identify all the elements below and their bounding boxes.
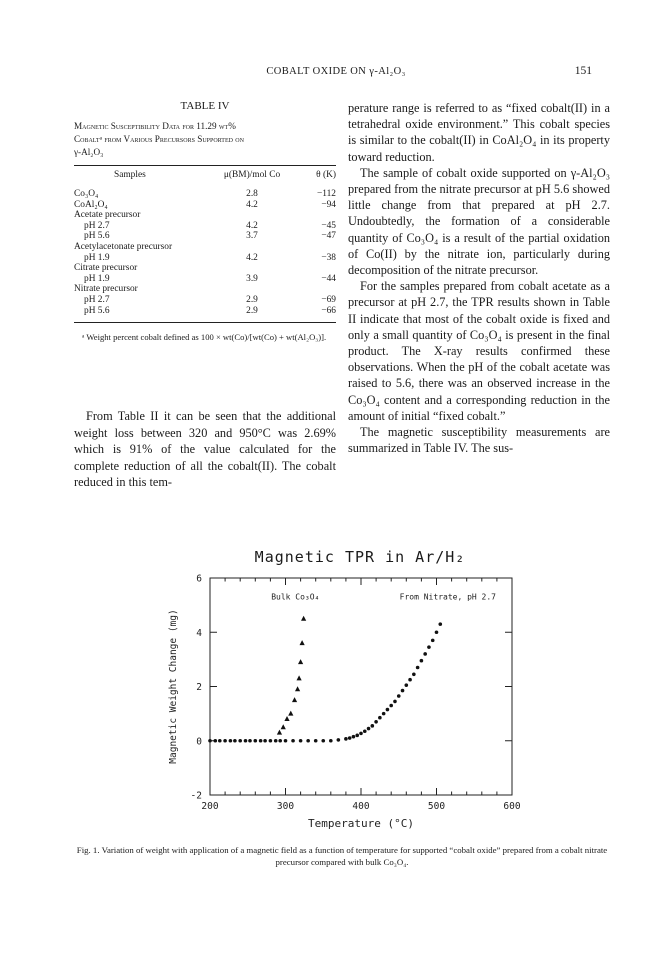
table-row [74, 231, 336, 242]
nitrate-point [248, 739, 252, 743]
right-paragraph-4: The magnetic susceptibility measurements are summarized in Table IV. The sus- [348, 425, 610, 456]
table-bottom-rule [74, 322, 336, 323]
nitrate-point [401, 689, 405, 693]
bulk-co3o4-point [277, 730, 282, 735]
nitrate-point [367, 727, 371, 731]
bulk-co3o4-point [284, 716, 289, 721]
table-row [74, 210, 336, 221]
table-row [74, 242, 336, 253]
nitrate-point [359, 732, 363, 736]
x-axis-label: Temperature (°C) [308, 817, 414, 830]
bulk-co3o4-point [300, 640, 305, 645]
cell-mu [206, 263, 298, 274]
x-tick-label: 300 [276, 801, 295, 812]
cell-sample: Nitrate precursor [74, 284, 138, 295]
nitrate-point [431, 639, 435, 643]
cell-sample: Acetate precursor [74, 210, 141, 221]
nitrate-point [223, 739, 227, 743]
nitrate-point [416, 666, 420, 670]
nitrate-point [405, 683, 409, 687]
cell-mu [206, 242, 298, 253]
y-tick-label: 2 [196, 682, 202, 693]
table-label: TABLE IV [180, 100, 230, 112]
cell-sample: CoAl₂O₄ [74, 199, 108, 210]
nitrate-point [291, 739, 295, 743]
table-row [74, 306, 336, 323]
table-row [74, 274, 336, 285]
bulk-co3o4-point [296, 675, 301, 680]
nitrate-point [233, 739, 237, 743]
table-row [74, 184, 336, 200]
cell-sample: Citrate precursor [74, 263, 138, 274]
table-row [74, 200, 336, 211]
magnetic-susceptibility-table [74, 166, 336, 322]
cell-mu [206, 284, 298, 295]
series-label-bulk: Bulk Co₃O₄ [271, 592, 320, 602]
cell-mu: 2.9 [246, 294, 258, 305]
nitrate-point [348, 736, 352, 740]
nitrate-point [355, 734, 359, 738]
cell-mu: 4.2 [246, 220, 258, 231]
bulk-co3o4-point [301, 616, 306, 621]
nitrate-point [423, 652, 427, 656]
nitrate-point [238, 739, 242, 743]
right-body-text [348, 100, 610, 456]
table-header-row [74, 166, 336, 184]
cell-mu: 3.9 [246, 273, 258, 284]
nitrate-point [314, 739, 318, 743]
nitrate-point [363, 729, 367, 733]
table-iv-block [74, 100, 336, 343]
cell-sample: Co₃O₄ [74, 189, 99, 199]
nitrate-point [263, 739, 267, 743]
nitrate-point [337, 738, 341, 742]
cell-theta: −47 [321, 231, 336, 242]
bulk-co3o4-point [292, 697, 297, 702]
cell-theta [298, 263, 336, 274]
bulk-co3o4-point [295, 686, 300, 691]
page-number: 151 [574, 65, 592, 77]
nitrate-point [254, 739, 258, 743]
nitrate-point [386, 708, 390, 712]
bulk-co3o4-point [281, 724, 286, 729]
right-paragraph-1: perature range is referred to as “fixed cobalt(II) in a tetrahedral oxide environment.” This cobalt species is similar to the cobalt(II) in CoAl₂O₄ in its property toward reduction. [348, 101, 610, 164]
y-tick-label: 0 [196, 736, 202, 748]
column-header-mu: μ(BM)/mol Co [223, 170, 281, 180]
cell-theta [298, 210, 336, 221]
x-tick-label: 400 [352, 801, 370, 812]
cell-sample: Acetylacetonate precursor [74, 241, 173, 252]
table-caption-line-1: Magnetic Susceptibility Data for 11.29 wt% [74, 121, 236, 131]
right-paragraph-2: The sample of cobalt oxide supported on γ-Al₂O₃ prepared from the nitrate precursor at pH 5.6 showed little change from that prepared at pH 2.7. Undoubtedly, the formation of a considerable quantity of Co₃O₄ is a result of the partial oxidation of Co(II) by the nitrate ion, particularly during decomposition of the nitrate precursor. [348, 165, 610, 278]
nitrate-point [306, 739, 310, 743]
cell-theta: −112 [316, 189, 336, 199]
nitrate-point [284, 739, 288, 743]
running-head: COBALT OXIDE ON γ-Al₂O₃ [266, 66, 406, 77]
column-header-theta: θ (K) [316, 170, 336, 180]
plot-frame [210, 578, 512, 795]
x-tick-label: 200 [201, 801, 219, 812]
table-row [74, 253, 336, 264]
y-tick-label: 6 [196, 573, 202, 585]
bulk-co3o4-point [298, 659, 303, 664]
table-caption-line-2: Cobaltᵃ from Various Precursors Supported on [74, 134, 244, 144]
cell-sample: pH 1.9 [84, 273, 110, 284]
nitrate-point [420, 659, 424, 663]
nitrate-point [393, 700, 397, 704]
table-row [74, 221, 336, 232]
cell-theta: −66 [321, 305, 336, 316]
cell-sample: pH 2.7 [84, 220, 110, 231]
bulk-co3o4-point [288, 711, 293, 716]
nitrate-point [435, 630, 439, 634]
cell-sample: pH 5.6 [84, 305, 110, 316]
nitrate-point [321, 739, 325, 743]
cell-mu: 3.7 [246, 231, 258, 242]
nitrate-point [378, 716, 382, 720]
nitrate-point [389, 704, 393, 708]
table-body [74, 184, 336, 322]
table-caption-line-3: γ-Al₂O₃ [74, 147, 104, 157]
nitrate-point [229, 739, 233, 743]
y-tick-label: 4 [196, 627, 202, 639]
nitrate-point [408, 678, 412, 682]
nitrate-point [299, 739, 303, 743]
cell-sample: pH 2.7 [84, 294, 110, 305]
series-label-nitrate: From Nitrate, pH 2.7 [399, 592, 496, 602]
nitrate-point [208, 739, 212, 743]
cell-mu: 4.2 [246, 252, 258, 263]
nitrate-point [213, 739, 217, 743]
nitrate-point [427, 645, 431, 649]
x-tick-label: 500 [427, 801, 446, 812]
right-paragraph-3: For the samples prepared from cobalt acetate as a precursor at pH 2.7, the TPR results shown in Table II indicate that most of the cobalt oxide is fixed and only a small quantity of Co₃O₄ is present in the final product. The X-ray results confirmed these observations. When the pH of the cobalt acetate was raised to 5.6, there was an observed increase in the Co₃O₄ content and a corresponding reduction in the amount of initial “fixed cobalt.” [348, 279, 610, 423]
cell-theta: −94 [321, 199, 336, 210]
table-footnote: ᵃ Weight percent cobalt defined as 100 × wt(Co)/[wt(Co) + wt(Al₂O₃)]. [82, 332, 327, 343]
nitrate-point [374, 720, 378, 724]
nitrate-point [269, 739, 273, 743]
nitrate-point [274, 739, 278, 743]
nitrate-point [218, 739, 222, 743]
left-body-text [74, 408, 336, 491]
nitrate-point [438, 622, 442, 626]
nitrate-point [397, 694, 401, 698]
left-paragraph-1: From Table II it can be seen that the additional weight loss between 320 and 950°C was 2.69% which is 91% of the value calculated for the complete reduction of all the cobalt(II). The cobalt reduced in this tem- [74, 409, 336, 489]
x-tick-label: 600 [503, 801, 521, 812]
cell-mu: 2.8 [246, 189, 258, 199]
cell-mu [206, 210, 298, 221]
cell-sample: pH 1.9 [84, 252, 110, 263]
column-header-samples: Samples [114, 170, 146, 180]
cell-theta: −45 [321, 220, 336, 231]
nitrate-point [329, 739, 333, 743]
table-caption [74, 120, 336, 159]
nitrate-point [259, 739, 263, 743]
cell-sample: pH 5.6 [84, 231, 110, 242]
nitrate-point [278, 739, 282, 743]
cell-theta: −38 [321, 252, 336, 263]
table-row [74, 263, 336, 274]
cell-mu: 4.2 [246, 199, 258, 210]
nitrate-point [371, 724, 375, 728]
cell-theta [298, 284, 336, 295]
nitrate-point [382, 712, 386, 716]
chart-title: Magnetic TPR in Ar/H₂ [254, 548, 466, 566]
cell-mu: 2.9 [246, 305, 258, 316]
figure-caption: Fig. 1. Variation of weight with application of a magnetic field as a function of temperature for supported “cobalt oxide” prepared from a cobalt nitrate precursor compared with bulk Co₃O₄. [76, 845, 608, 867]
y-axis-label: Magnetic Weight Change (mg) [168, 609, 179, 764]
y-tick-label: -2 [190, 790, 202, 802]
nitrate-point [344, 737, 348, 741]
cell-theta [298, 242, 336, 253]
nitrate-point [352, 735, 356, 739]
cell-theta: −69 [321, 294, 336, 305]
cell-theta: −44 [321, 273, 336, 284]
nitrate-point [244, 739, 248, 743]
table-row [74, 295, 336, 306]
magnetic-tpr-chart [140, 548, 560, 843]
nitrate-point [412, 672, 416, 676]
table-row [74, 284, 336, 295]
